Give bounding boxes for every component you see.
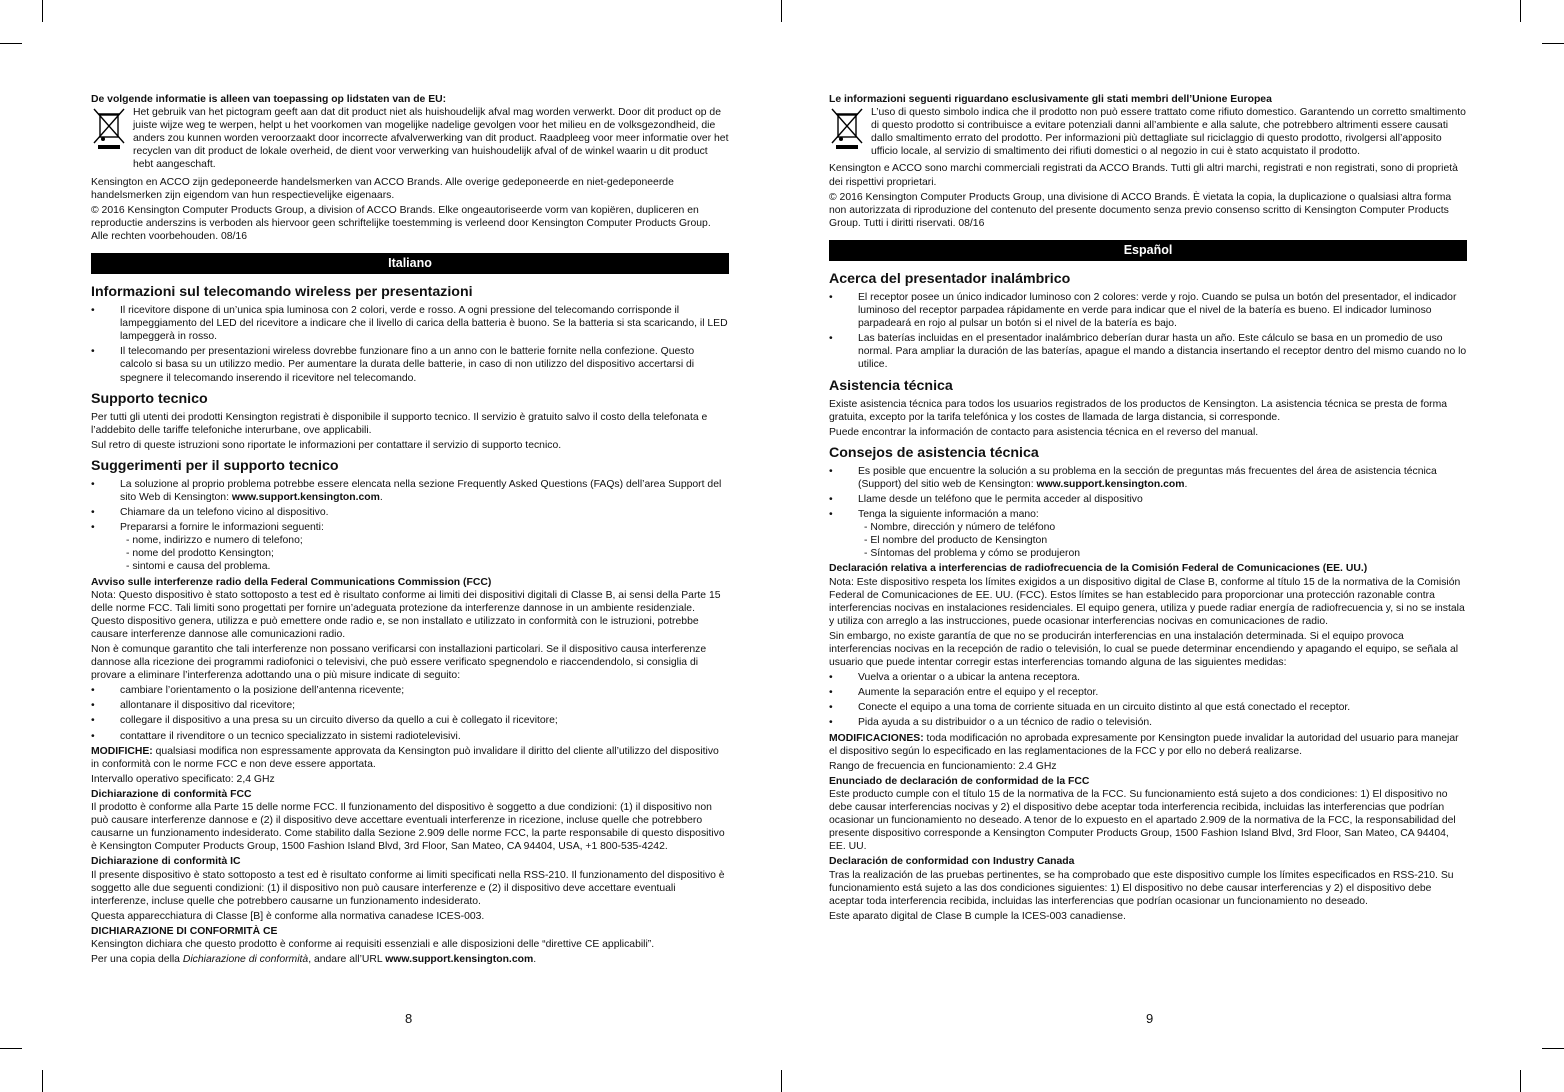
heading-tips: Consejos de asistencia técnica bbox=[829, 444, 1039, 461]
list-item: • El receptor posee un único indicador luminoso con 2 colores: verde y rojo. Cuando se pulsa un botón del presentador, el indicador luminoso del receptor parpadea rápidamente en verde para indicar que el nivel de la batería es bueno. El indicador luminoso parpadeará en rojo al pulsar un botón si el nivel de la batería es bajo. bbox=[829, 291, 1467, 330]
heading-conformity: Dichiarazione di conformità FCC bbox=[91, 788, 252, 800]
list-item bbox=[91, 521, 729, 573]
sub-item: - Síntomas del problema y cómo se produjeron bbox=[864, 548, 1081, 560]
support-text: Existe asistencia técnica para todos los usuarios registrados de los productos de Kensington. La asistencia técnica se presta de forma gratuita, excepto por la tarifa telefónica y los costes de llamada de larga distancia, si corresponde. bbox=[829, 398, 1448, 423]
heading-info: Acerca del presentador inalámbrico bbox=[829, 270, 1071, 287]
list-item: • Conecte el equipo a una toma de corriente situada en un circuito distinto al que está conectado el receptor. bbox=[829, 701, 1467, 714]
tips-list bbox=[829, 465, 1467, 561]
heading-ce: DICHIARAZIONE DI CONFORMITÀ CE bbox=[91, 925, 278, 937]
sub-item: - Nombre, dirección y número de teléfono bbox=[864, 522, 1056, 534]
ce-copy-text bbox=[91, 953, 729, 966]
list-item: • Pida ayuda a su distribuidor o a un técnico de radio o televisión. bbox=[829, 716, 1467, 729]
list-item: • allontanare il dispositivo dal ricevitore; bbox=[91, 699, 729, 712]
ce-text: Kensington dichiara che questo prodotto è conforme ai requisiti essenziali e alle disposizioni delle “direttive CE applicabili”. bbox=[91, 938, 655, 950]
list-item: • Llame desde un teléfono que le permita acceder al dispositivo bbox=[829, 493, 1467, 506]
right-page bbox=[829, 92, 1467, 925]
list-item: • Vuelva a orientar o a ubicar la antena receptora. bbox=[829, 671, 1467, 684]
fcc-text: Non è comunque garantito che tali interferenze non possano verificarsi con installazioni particolari. Se il dispositivo causa interferenze dannose alla ricezione dei programmi radiofonici o televisivi, che può essere verificato spegnendolo e riaccendendolo, si consiglia di provare a eliminare l’interferenza adottando una o più misure indicate di seguito: bbox=[91, 644, 707, 682]
support-text: Sul retro di queste istruzioni sono riportate le informazioni per contattare il servizio di supporto tecnico. bbox=[91, 439, 562, 451]
list-item: • Il telecomando per presentazioni wireless dovrebbe funzionare fino a un anno con le batterie fornite nella confezione. Questo calcolo si basa su un utilizzo medio. Per aumentare la durata delle batterie, in caso di non utilizzo del dispositivo accertarsi di spegnere il telecomando inserendo il ricevitore nel telecomando. bbox=[91, 345, 729, 384]
heading-ic: Dichiarazione di conformità IC bbox=[91, 856, 241, 868]
crop-mark bbox=[1520, 1070, 1521, 1092]
ic-class-text: Questa apparecchiatura di Classe [B] è conforme alla normativa canadese ICES-003. bbox=[91, 910, 485, 922]
sub-item: - nome, indirizzo e numero di telefono; bbox=[126, 535, 303, 547]
modifications-label: MODIFICACIONES: bbox=[829, 732, 924, 744]
ic-class-text: Este aparato digital de Clase B cumple la ICES-003 canadiense. bbox=[829, 910, 1126, 922]
heading-conformity: Enunciado de declaración de conformidad de la FCC bbox=[829, 775, 1090, 787]
tip-text: Prepararsi a fornire le informazioni seguenti: bbox=[120, 522, 324, 534]
tip-text: Es posible que encuentre la solución a su problema en la sección de preguntas más frecuentes del área de asistencia técnica (Support) del sitio web de Kensington: bbox=[858, 465, 1437, 490]
fcc-text: Nota: Questo dispositivo è stato sottoposto a test ed è risultato conforme ai limiti dei dispositivi digitali di Classe B, ai sensi della Parte 15 delle norme FCC. Tali limiti sono progettati per fornire un’adeguata protezione da interferenze dannose in un ambiente residenziale. Questo dispositivo genera, utilizza e può emettere onde radio e, se non installato e utilizzato in conformità con le istruzioni, potrebbe causare interferenze dannose alle comunicazioni radio. bbox=[91, 589, 721, 640]
support-link[interactable]: www.support.kensington.com bbox=[385, 954, 534, 966]
list-item bbox=[829, 508, 1467, 560]
list-item: • Il ricevitore dispone di un’unica spia luminosa con 2 colori, verde e rosso. A ogni pressione del telecomando corrisponde il lampeggiamento del LED del ricevitore a indicare che il livello di carica della batteria è buono. Se la batteria si sta scaricando, il LED lampeggerà in rosso. bbox=[91, 304, 729, 343]
list-item bbox=[91, 478, 729, 504]
eu-text: Het gebruik van het pictogram geeft aan dat dit product niet als huishoudelijk afval mag worden verwerkt. Door dit product op de juiste wijze weg te werpen, helpt u het voorkomen van mogelijke nadelige gevolgen voor het milieu en de volksgezondheid, die anders zou kunnen worden veroorzaakt door incorrecte afvalverwerking van dit product. Raadpleeg voor meer informatie over het recyclen van dit product de lokale overheid, de dient voor verwerking van huishoudelijk afval of de winkel waarin u dit product hebt aangeschaft. bbox=[133, 107, 729, 171]
ce-copy-pre: Per una copia della bbox=[91, 954, 183, 966]
crop-mark bbox=[781, 0, 782, 22]
list-item: • collegare il dispositivo a una presa su un circuito diverso da quello a cui è collegato il ricevitore; bbox=[91, 714, 729, 727]
heading-fcc: Declaración relativa a interferencias de radiofrecuencia de la Comisión Federal de Comunicaciones (EE. UU.) bbox=[829, 563, 1368, 575]
sub-item: - sintomi e causa del problema. bbox=[126, 561, 271, 573]
conformity-text: Este producto cumple con el título 15 de la normativa de la FCC. Su funcionamiento está sujeto a dos condiciones: 1) El dispositivo no debe causar interferencias nocivas y 2) el dispositivo debe aceptar toda interferencia recibida, incluidas las interferencias que podrían ocasionar un funcionamiento no deseado. A tenor de lo expuesto en el apartado 2.909 de la normativa de la FCC, la responsabilidad del presente dispositivo corresponde a Kensington Computer Products Group, 1500 Fashion Island Blvd, 3rd Floor, San Mateo, CA 94404, EE. UU. bbox=[829, 788, 1456, 853]
ic-text: Tras la realización de las pruebas pertinentes, se ha comprobado que este dispositivo cumple los límites especificados en RSS-210. Su funcionamiento está sujeto a las dos condiciones siguientes: 1) El dispositivo no debe causar interferencias y 2) el dispositivo debe aceptar toda interferencia recibida, incluidas las interferencias que podrían ocasionar un funcionamiento no deseado. bbox=[829, 869, 1454, 907]
crop-mark bbox=[1542, 43, 1564, 44]
trademark-text: Kensington e ACCO sono marchi commerciali registrati da ACCO Brands. Tutti gli altri marchi, registrati e non registrati, sono di proprietà dei rispettivi proprietari. bbox=[829, 163, 1458, 188]
eu-heading: Le informazioni seguenti riguardano esclusivamente gli stati membri dell’Unione Europea bbox=[829, 94, 1272, 105]
crop-mark bbox=[42, 0, 43, 22]
heading-ic: Declaración de conformidad con Industry Canada bbox=[829, 856, 1075, 868]
crop-mark bbox=[1542, 1048, 1564, 1049]
left-page bbox=[91, 92, 729, 968]
crop-mark bbox=[781, 1070, 782, 1092]
modifications-body: toda modificación no aprobada expresamente por Kensington puede invalidar la autoridad del usuario para manejar el dispositivo según lo especificado en las reglamentaciones de la FCC y por ello no deberá realizarse. bbox=[829, 732, 1459, 757]
tip-text: La soluzione al proprio problema potrebbe essere elencata nella sezione Frequently Asked Questions (FAQs) dell’area Support del sito Web di Kensington: bbox=[120, 478, 722, 503]
tip-end: . bbox=[379, 491, 383, 503]
sub-item: - nome del prodotto Kensington; bbox=[126, 548, 274, 560]
heading-support: Asistencia técnica bbox=[829, 377, 953, 394]
page-number: 8 bbox=[405, 1011, 413, 1026]
support-text: Puede encontrar la información de contacto para asistencia técnica en el reverso del manual. bbox=[829, 426, 1259, 438]
frequency-text: Rango de frecuencia en funcionamiento: 2.4 GHz bbox=[829, 760, 1057, 772]
info-list bbox=[91, 304, 729, 385]
ce-copy-end: . bbox=[533, 954, 537, 966]
eu-heading: De volgende informatie is alleen van toepassing op lidstaten van de EU: bbox=[91, 94, 447, 105]
crop-mark bbox=[0, 43, 22, 44]
heading-fcc: Avviso sulle interferenze radio della Federal Communications Commission (FCC) bbox=[91, 576, 492, 588]
tip-text: Tenga la siguiente información a mano: bbox=[858, 509, 1039, 521]
page-number: 9 bbox=[1146, 1011, 1154, 1026]
tips-list bbox=[91, 478, 729, 574]
copyright-text: © 2016 Kensington Computer Products Group, a division of ACCO Brands. Elke ongeautoriseerde vorm van kopiëren, dupliceren en reproductie anderszins is verboden als hiervoor geen schriftelijke toestemming is verleend door Kensington Computer Products Group. Alle rechten voorbehouden. 08/16 bbox=[91, 204, 711, 242]
ce-copy-emphasis: Dichiarazione di conformità bbox=[182, 954, 309, 966]
section-title: Español bbox=[829, 240, 1467, 261]
trademark-text: Kensington en ACCO zijn gedeponeerde handelsmerken van ACCO Brands. Alle overige gedeponeerde en niet-gedeponeerde handelsmerken zijn eigendom van hun respectievelijke eigenaars. bbox=[91, 176, 674, 201]
crossed-out-wheelie-bin-icon bbox=[91, 106, 127, 150]
support-link[interactable]: www.support.kensington.com bbox=[231, 491, 380, 503]
list-item: • cambiare l’orientamento o la posizione dell’antenna ricevente; bbox=[91, 684, 729, 697]
crossed-out-wheelie-bin-icon bbox=[829, 106, 865, 150]
list-item: • Las baterías incluidas en el presentador inalámbrico deberían durar hasta un año. Este cálculo se basa en un promedio de uso normal. Para ampliar la duración de las baterías, apague el mando a distancia insertando el receptor dentro del mismo cuando no lo utilice. bbox=[829, 332, 1467, 371]
modifications-text bbox=[829, 732, 1467, 758]
support-text: Per tutti gli utenti dei prodotti Kensington registrati è disponibile il supporto tecnico. Il servizio è gratuito salvo il costo della telefonata e l’addebito delle tariffe telefoniche interurbane, ove applicabili. bbox=[91, 411, 708, 436]
fcc-list bbox=[829, 671, 1467, 729]
frequency-text: Intervallo operativo specificato: 2,4 GHz bbox=[91, 773, 275, 785]
sub-item: - El nombre del producto de Kensington bbox=[864, 535, 1048, 547]
heading-tips: Suggerimenti per il supporto tecnico bbox=[91, 457, 339, 474]
fcc-list bbox=[91, 684, 729, 742]
heading-info: Informazioni sul telecomando wireless per presentazioni bbox=[91, 284, 473, 301]
modifications-body: qualsiasi modifica non espressamente approvata da Kensington può invalidare il diritto del cliente all’utilizzo del dispositivo in conformità con le norme FCC e non deve essere apportata. bbox=[91, 745, 719, 770]
eu-text: L’uso di questo simbolo indica che il prodotto non può essere trattato come rifiuto domestico. Garantendo un corretto smaltimento di questo prodotto si contribuisce a evitare potenziali danni all’ambiente e alla salute, che potrebbero altrimenti essere causati dallo smaltimento errato del prodotto. Per informazioni più dettagliate sul riciclaggio di questo prodotto, rivolgersi all’apposito ufficio locale, al servizio di smaltimento dei rifiuti domestici o al negozio in cui è stato acquistato il prodotto. bbox=[871, 107, 1466, 158]
info-list bbox=[829, 291, 1467, 372]
fcc-text: Nota: Este dispositivo respeta los límites exigidos a un dispositivo digital de Clase B, conforme al título 15 de la normativa de la Comisión Federal de Comunicaciones de EE. UU. (FCC). Estos límites se han establecido para proporcionar una protección razonable contra interferencias nocivas en instalaciones residenciales. El equipo genera, utiliza y puede radiar energía de radiofrecuencia y, si no se instala y utiliza con arreglo a las instrucciones, puede ocasionar interferencias nocivas en comunicaciones de radio. bbox=[829, 576, 1465, 627]
fcc-text: Sin embargo, no existe garantía de que no se producirán interferencias en una instalación determinada. Si el equipo provoca interferencias nocivas en la recepción de radio o televisión, lo cual se puede determinar encendiendo y apagando el equipo, se señala al usuario que puede intentar corregir estas interferencias tomando alguna de las siguientes medidas: bbox=[829, 630, 1459, 669]
ic-text: Il presente dispositivo è stato sottoposto a test ed è risultato conforme ai limiti specificati nella RSS-210. Il funzionamento del dispositivo è soggetto alle due seguenti condizioni: (1) il dispositivo non può causare interferenze e (2) il dispositivo deve accettare eventuali interferenze, incluse quelle che potrebbero causarne un funzionamento indesiderato. bbox=[91, 869, 725, 907]
modifications-label: MODIFICHE: bbox=[91, 745, 153, 757]
list-item: • Aumente la separación entre el equipo y el receptor. bbox=[829, 686, 1467, 699]
crop-mark bbox=[1520, 0, 1521, 22]
weee-notice bbox=[829, 106, 1467, 160]
list-item: • Chiamare da un telefono vicino al dispositivo. bbox=[91, 506, 729, 519]
weee-notice bbox=[91, 106, 729, 173]
crop-mark bbox=[0, 1048, 22, 1049]
crop-mark bbox=[42, 1070, 43, 1092]
modifications-text bbox=[91, 745, 729, 771]
heading-support: Supporto tecnico bbox=[91, 390, 208, 407]
support-link[interactable]: www.support.kensington.com bbox=[1036, 478, 1185, 490]
list-item: • contattare il rivenditore o un tecnico specializzato in sistemi radiotelevisivi. bbox=[91, 730, 729, 743]
section-title: Italiano bbox=[91, 253, 729, 274]
tip-end: . bbox=[1184, 478, 1188, 490]
conformity-text: Il prodotto è conforme alla Parte 15 delle norme FCC. Il funzionamento del dispositivo è soggetto a due condizioni: (1) il dispositivo non può causare interferenze dannose e (2) il dispositivo deve accettare eventuali interferenze in ricezione, incluse quelle che potrebbero causarne un funzionamento indesiderato. Come stabilito dalla Sezione 2.909 delle norme FCC, la parte responsabile di questo dispositivo è Kensington Computer Products Group, 1500 Fashion Island Blvd, 3rd Floor, San Mateo, CA 94404, USA, +1 800-535-4242. bbox=[91, 802, 725, 853]
ce-copy-mid: , andare all’URL bbox=[308, 954, 386, 966]
copyright-text: © 2016 Kensington Computer Products Group, una divisione di ACCO Brands. È vietata la copia, la duplicazione o qualsiasi altra forma non autorizzata di riproduzione del contenuto del presente documento senza previo consenso scritto di Kensington Computer Products Group. Tutti i diritti riservati. 08/16 bbox=[829, 191, 1452, 229]
list-item bbox=[829, 465, 1467, 491]
